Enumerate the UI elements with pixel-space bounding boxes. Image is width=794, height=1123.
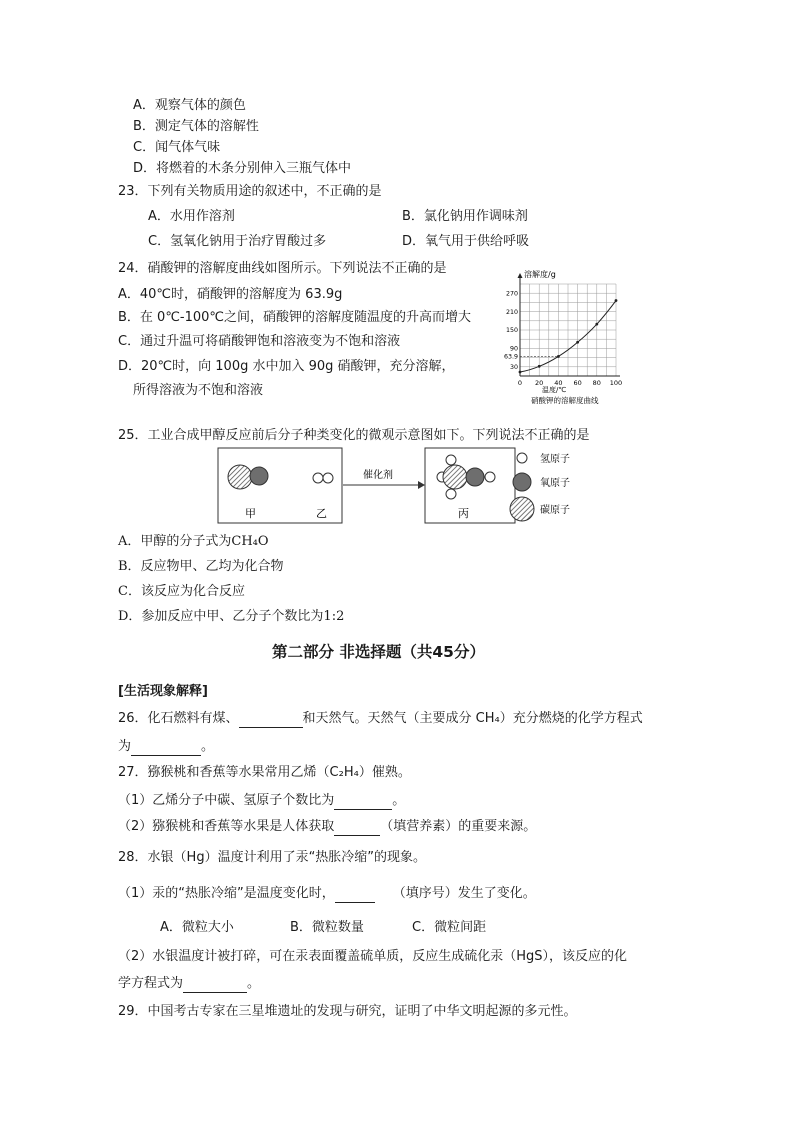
data-point — [615, 299, 618, 302]
hydrogen-atom — [446, 489, 456, 499]
q27-blank-2[interactable] — [334, 821, 380, 836]
label-jia: 甲 — [245, 507, 256, 520]
q28-option-b: B．微粒数量 — [290, 920, 364, 935]
q27-sub1 — [118, 792, 405, 810]
q23-stem: 23．下列有关物质用途的叙述中，不正确的是 — [118, 184, 382, 199]
data-point — [538, 365, 541, 368]
chart-axes — [518, 273, 621, 376]
q27-sub2-end: （填营养素）的重要来源。 — [380, 819, 537, 834]
section-header: [生活现象解释] — [118, 684, 208, 699]
q23-option-d: D．氧气用于供给呼吸 — [402, 234, 530, 249]
y-tick-label: 270 — [505, 290, 518, 298]
label-bing: 丙 — [458, 507, 469, 520]
q25-option-d: D．参加反应中甲、乙分子个数比为1:2 — [118, 609, 345, 624]
y-tick-label: 210 — [505, 308, 518, 316]
q28-sub2-end: 。 — [247, 976, 261, 991]
hydrogen-atom — [323, 473, 333, 483]
arrow-head — [418, 481, 425, 489]
y-tick-label: 30 — [509, 364, 518, 371]
q28-sub1 — [118, 885, 536, 903]
q27-sub1-text: （1）乙烯分子中碳、氢原子个数比为 — [118, 793, 335, 808]
q24-option-d: D．20℃时，向 100g 水中加入 90g 硝酸钾，充分溶解， — [118, 359, 455, 374]
q24-option-c: C．通过升温可将硝酸钾饱和溶液变为不饱和溶液 — [118, 334, 401, 349]
q28-sub2: （2）水银温度计被打碎，可在汞表面覆盖硫单质，反应生成硫化汞（HgS），该反应的化 — [118, 949, 628, 964]
x-tick-label: 80 — [592, 379, 601, 387]
q29-stem: 29．中国考古专家在三星堆遗址的发现与研究，证明了中华文明起源的多元性。 — [118, 1004, 577, 1019]
q27-blank-1[interactable] — [334, 795, 392, 810]
q27-sub2 — [118, 818, 536, 836]
legend-carbon-label: 碳原子 — [540, 505, 570, 516]
q22-option-d: D．将燃着的木条分别伸入三瓶气体中 — [133, 161, 352, 176]
x-tick-label: 60 — [573, 379, 582, 387]
q26-line1 — [118, 710, 643, 728]
q25-stem: 25．工业合成甲醇反应前后分子种类变化的微观示意图如下。下列说法不正确的是 — [118, 428, 590, 443]
data-point — [595, 323, 598, 326]
carbon-atom — [228, 465, 252, 489]
q27-sub1-end: 。 — [392, 793, 406, 808]
q27-stem: 27．猕猴桃和香蕉等水果常用乙烯（C₂H₄）催熟。 — [118, 765, 411, 780]
chart-ticks — [504, 290, 622, 387]
q26-blank-1[interactable] — [239, 713, 303, 728]
chart-xlabel: 温度/℃ — [542, 386, 567, 394]
q25-option-a: A．甲醇的分子式为CH₄O — [118, 534, 269, 549]
q25-option-c: C．该反应为化合反应 — [118, 584, 245, 599]
x-tick-label: 20 — [535, 379, 544, 387]
q28-option-a: A．微粒大小 — [160, 920, 234, 935]
solubility-chart — [496, 264, 636, 410]
q22-option-a: A．观察气体的颜色 — [133, 98, 246, 113]
legend-carbon — [510, 497, 534, 521]
legend-oxygen — [513, 473, 531, 491]
q28-sub1-text: （1）汞的“热胀冷缩”是温度变化时， — [118, 886, 335, 901]
q26-blank-2[interactable] — [131, 741, 201, 756]
data-point — [557, 355, 560, 358]
y-tick-label: 150 — [505, 327, 518, 335]
legend-oxygen-label: 氧原子 — [540, 478, 570, 489]
hydrogen-atom — [313, 473, 323, 483]
q26-line2 — [118, 738, 214, 756]
q24-stem: 24．硝酸钾的溶解度曲线如图所示。下列说法不正确的是 — [118, 261, 447, 276]
hydrogen-atom — [446, 455, 456, 465]
q24-option-d-cont: 所得溶液为不饱和溶液 — [133, 383, 264, 398]
oxygen-atom — [250, 467, 268, 485]
reaction-diagram — [215, 445, 595, 530]
y-tick-label: 63.9 — [503, 353, 518, 361]
product-box — [425, 448, 515, 523]
legend-hydrogen — [517, 453, 527, 463]
label-yi: 乙 — [316, 507, 327, 520]
q28-option-c: C．微粒间距 — [412, 920, 487, 935]
data-point — [519, 371, 522, 374]
q24-option-a: A．40℃时，硝酸钾的溶解度为 63.9g — [118, 287, 343, 302]
part2-title: 第二部分 非选择题（共45分） — [272, 643, 485, 661]
q26-text-a: 26．化石燃料有煤、 — [118, 711, 239, 726]
q28-sub2-cont — [118, 975, 260, 993]
q28-blank-2[interactable] — [183, 978, 247, 993]
q26-text-d: 。 — [201, 739, 215, 754]
data-point — [576, 341, 579, 344]
chart-ylabel: 溶解度/g — [524, 270, 556, 279]
oxygen-atom — [466, 468, 484, 486]
q24-option-b: B．在 0℃-100℃之间，硝酸钾的溶解度随温度的升高而增大 — [118, 310, 472, 325]
q23-option-a: A．水用作溶剂 — [148, 209, 235, 224]
q25-option-b: B．反应物甲、乙均为化合物 — [118, 559, 284, 574]
q23-option-b: B．氯化钠用作调味剂 — [402, 209, 528, 224]
q27-sub2-text: （2）猕猴桃和香蕉等水果是人体获取 — [118, 819, 335, 834]
y-axis-arrow — [518, 273, 523, 278]
x-tick-label: 40 — [554, 379, 563, 387]
catalyst-label: 催化剂 — [363, 470, 393, 481]
y-tick-label: 90 — [509, 345, 518, 353]
q28-sub1-end: （填序号）发生了变化。 — [392, 886, 536, 901]
q28-stem: 28．水银（Hg）温度计利用了汞“热胀冷缩”的现象。 — [118, 850, 427, 865]
x-tick-label: 0 — [517, 379, 523, 387]
x-tick-label: 100 — [609, 379, 623, 387]
q26-text-c: 为 — [118, 739, 132, 754]
legend-hydrogen-label: 氢原子 — [540, 454, 570, 465]
q28-blank-1[interactable] — [335, 888, 375, 903]
q26-text-b: 和天然气。天然气（主要成分 CH₄）充分燃烧的化学方程式 — [302, 711, 643, 726]
q22-option-b: B．测定气体的溶解性 — [133, 119, 259, 134]
chart-grid — [520, 284, 616, 376]
hydrogen-atom — [485, 472, 495, 482]
q28-sub2-text: 学方程式为 — [118, 976, 184, 991]
q23-option-c: C．氢氧化钠用于治疗胃酸过多 — [148, 234, 327, 249]
carbon-atom — [443, 465, 467, 489]
chart-caption: 硝酸钾的溶解度曲线 — [531, 396, 599, 405]
q22-option-c: C．闻气体气味 — [133, 140, 221, 155]
